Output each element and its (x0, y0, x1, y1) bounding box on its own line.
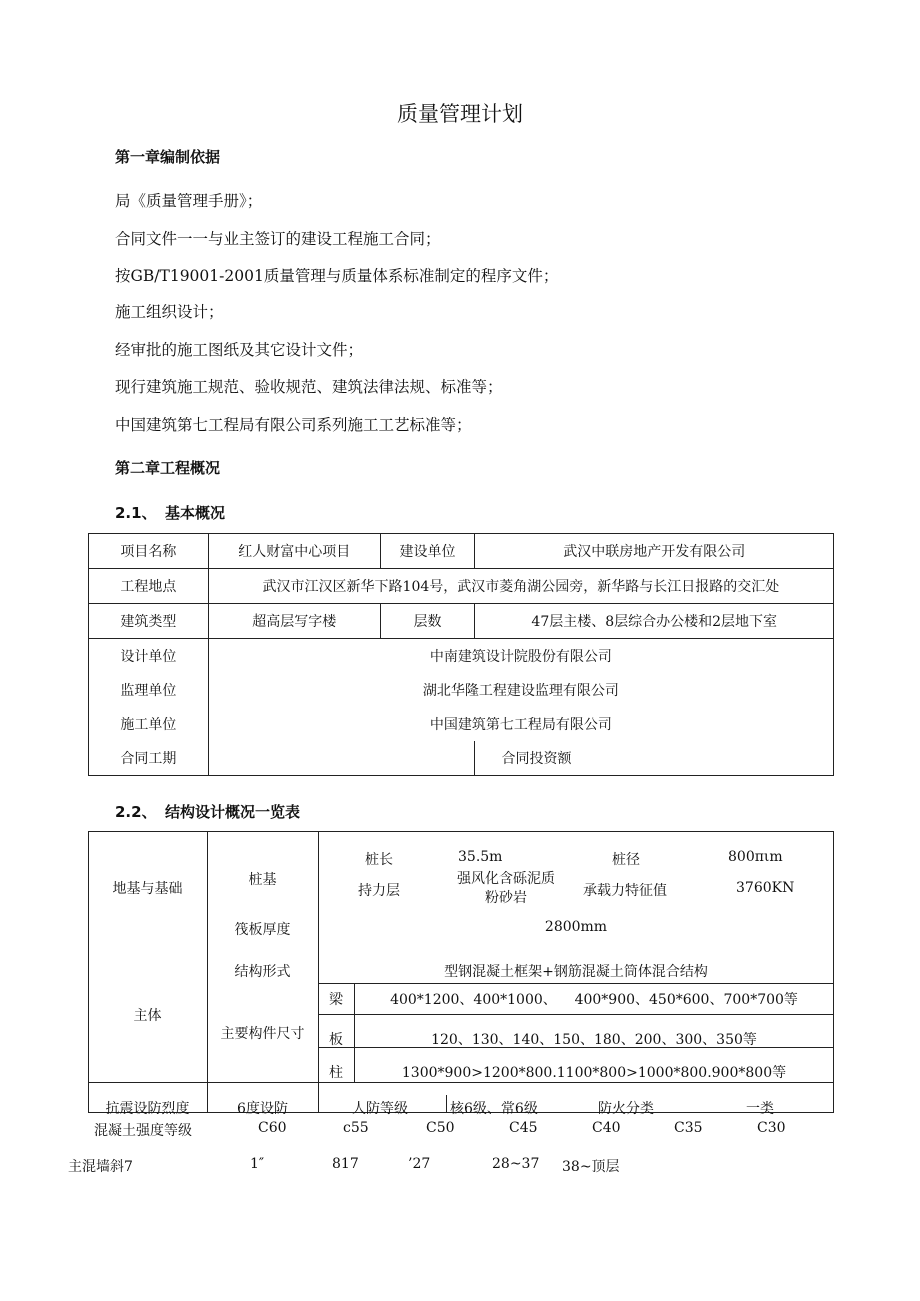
section-2-1-heading (115, 502, 225, 523)
member-size-label: 主要构件尺寸 (220, 1026, 305, 1042)
project-name-value: 红人财富中心项目 (208, 534, 380, 569)
basis-item-7: 中国建筑第七工程局有限公司系列施工工艺标准等； (115, 416, 472, 434)
section-2-2-title: 结构设计概况一览表 (165, 803, 301, 821)
section-2-2-heading (115, 801, 300, 822)
fire-class-label: 防火分类 (598, 1101, 654, 1117)
construction-unit-value: 中国建筑第七工程局有限公司 (208, 707, 833, 741)
contract-period-value (208, 741, 475, 776)
slab-value: 120、130、140、150、180、200、300、350等 (431, 1032, 757, 1048)
owner-label: 建设单位 (380, 534, 475, 569)
site-label: 工程地点 (89, 569, 209, 604)
slab-label: 板 (329, 1032, 343, 1048)
seismic-value: 6度设防 (237, 1101, 288, 1117)
design-unit-label: 设计单位 (89, 639, 209, 674)
seismic-label: 抗震设防烈度 (105, 1101, 190, 1117)
concrete-grade-c40: C40 (592, 1120, 621, 1136)
basic-info-table (88, 533, 834, 776)
basis-item-4: 施工组织设计； (115, 303, 224, 321)
contract-investment-label: 合同投资额 (475, 741, 834, 776)
design-unit-value: 中南建筑设计院股份有限公司 (208, 639, 833, 674)
pile-label: 桩基 (248, 872, 277, 888)
wall-value-5: 38~顶层 (562, 1159, 620, 1175)
civil-defense-label: 人防等级 (352, 1101, 408, 1117)
basis-item-3: 按GB/T19001-2001质量管理与质量体系标准制定的程序文件； (115, 267, 559, 285)
foundation-label: 地基与基础 (112, 881, 183, 897)
floors-value: 47层主楼、8层综合办公楼和2层地下室 (475, 604, 834, 639)
basis-item-5: 经审批的施工图纸及其它设计文件； (115, 341, 364, 359)
wall-value-3: ’27 (408, 1156, 431, 1172)
chapter-2-heading: 第二章工程概况 (115, 459, 221, 477)
column-label: 柱 (329, 1065, 343, 1081)
section-2-1-title: 基本概况 (165, 504, 226, 522)
grid-line (318, 983, 834, 984)
grid-line (318, 1014, 834, 1015)
wall-row-label: 主混墙斜7 (68, 1159, 133, 1175)
beam-value: 400*1200、400*1000、 400*900、450*600、700*700等 (390, 992, 798, 1008)
project-name-label: 项目名称 (89, 534, 209, 569)
bearing-capacity-value: 3760KN (736, 880, 795, 896)
building-type-label: 建筑类型 (89, 604, 209, 639)
page-title: 质量管理计划 (397, 102, 523, 126)
concrete-grade-c30: C30 (757, 1120, 786, 1136)
supervision-unit-label: 监理单位 (89, 673, 209, 707)
bearing-capacity-label: 承载力特征值 (583, 883, 667, 899)
grid-line (88, 1082, 834, 1083)
pile-diameter-value: 800πιm (728, 849, 783, 865)
column-value: 1300*900>1200*800.1100*800>1000*800.900*800等 (401, 1065, 787, 1081)
concrete-grade-c60: C60 (258, 1120, 287, 1136)
bearing-layer-label: 持力层 (358, 883, 400, 899)
concrete-grade-c45: C45 (509, 1120, 538, 1136)
concrete-grade-label: 混凝土强度等级 (94, 1123, 192, 1139)
basis-item-6: 现行建筑施工规范、验收规范、建筑法律法规、标准等； (115, 378, 503, 396)
building-type-value: 超高层写字楼 (208, 604, 380, 639)
contract-period-label: 合同工期 (89, 741, 209, 776)
civil-defense-value: 核6级、常6级 (450, 1101, 538, 1117)
construction-unit-label: 施工单位 (89, 707, 209, 741)
concrete-grade-c55: c55 (343, 1120, 369, 1136)
wall-value-4: 28~37 (492, 1156, 540, 1172)
concrete-grade-c50: C50 (426, 1120, 455, 1136)
main-structure-label: 主体 (133, 1008, 162, 1024)
raft-thickness-label: 筏板厚度 (234, 922, 291, 938)
concrete-grade-c35: C35 (674, 1120, 703, 1136)
bearing-layer-value: 强风化含砾泥质粉砂岩 (457, 871, 555, 906)
fire-class-value: 一类 (746, 1101, 774, 1117)
chapter-1-heading: 第一章编制依据 (115, 148, 221, 166)
beam-label: 梁 (329, 992, 343, 1008)
section-2-2-number: 2.2、 (115, 803, 157, 821)
section-2-1-number: 2.1、 (115, 504, 157, 522)
wall-value-1: 1″ (250, 1156, 265, 1172)
supervision-unit-value: 湖北华隆工程建设监理有限公司 (208, 673, 833, 707)
structure-form-value: 型钢混凝土框架+钢筋混凝土筒体混合结构 (444, 964, 708, 980)
structure-form-label: 结构形式 (234, 964, 291, 980)
site-value: 武汉市江汉区新华下路104号，武汉市菱角湖公园旁，新华路与长江日报路的交汇处 (208, 569, 833, 604)
basis-item-2: 合同文件一一与业主签订的建设工程施工合同； (115, 230, 441, 248)
wall-value-2: 817 (332, 1156, 359, 1172)
grid-line (446, 1095, 447, 1113)
pile-diameter-label: 桩径 (612, 852, 640, 868)
raft-thickness-value: 2800mm (544, 919, 608, 935)
pile-length-value: 35.5m (458, 849, 503, 865)
floors-label: 层数 (380, 604, 475, 639)
basis-item-1: 局《质量管理手册》； (115, 192, 263, 210)
pile-length-label: 桩长 (365, 852, 393, 868)
owner-value: 武汉中联房地产开发有限公司 (475, 534, 834, 569)
